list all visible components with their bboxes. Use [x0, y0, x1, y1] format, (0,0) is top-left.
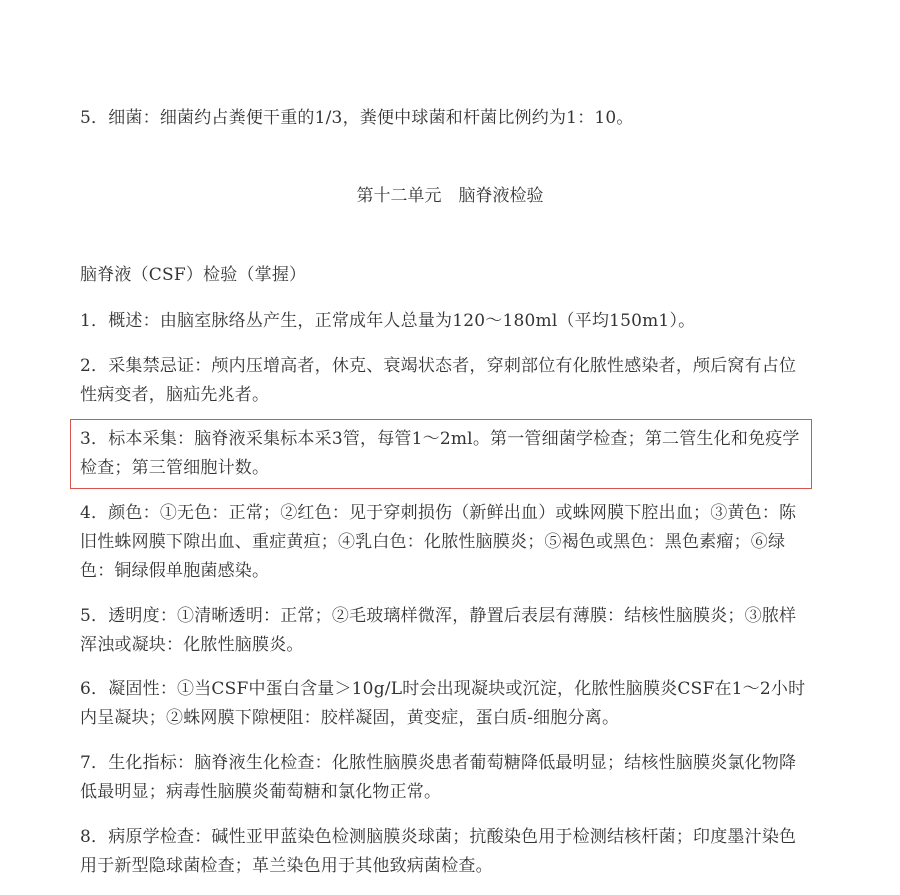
paragraph-overview: 1．概述：由脑室脉络丛产生，正常成年人总量为120～180ml（平均150m1）。: [80, 311, 696, 331]
paragraph-contraindications: 2．采集禁忌证：颅内压增高者，休克、衰竭状态者，穿刺部位有化脓性感染者，颅后窝有占位性病变者，脑疝先兆者。: [80, 356, 797, 405]
paragraph-coagulation: 6．凝固性：①当CSF中蛋白含量＞10g/L时会出现凝块或沉淀，化脓性脑膜炎CSF在1～2小时内呈凝块；②蛛网膜下隙梗阻：胶样凝固，黄变症，蛋白质-细胞分离。: [80, 679, 806, 728]
paragraph-bacteria: 5．细菌：细菌约占粪便干重的1/3，粪便中球菌和杆菌比例约为1：10。: [80, 108, 634, 128]
section-heading: 脑脊液（CSF）检验（掌握）: [80, 265, 307, 285]
paragraph-color: 4．颜色：①无色：正常；②红色：见于穿刺损伤（新鲜出血）或蛛网膜下腔出血；③黄色：陈旧性蛛网膜下隙出血、重症黄疸；④乳白色：化脓性脑膜炎；⑤褐色或黑色：黑色素瘤；⑥绿色：铜绿假单胞菌感染。: [80, 503, 797, 581]
paragraph-specimen-collection: 3．标本采集：脑脊液采集标本采3管，每管1～2ml。第一管细菌学检查；第二管生化和免疫学检查；第三管细胞计数。: [80, 429, 800, 478]
paragraph-etiology: 8．病原学检查：碱性亚甲蓝染色检测脑膜炎球菌；抗酸染色用于检测结核杆菌；印度墨汁染色用于新型隐球菌检查；革兰染色用于其他致病菌检查。: [80, 827, 797, 876]
paragraph-biochemistry: 7．生化指标：脑脊液生化检查：化脓性脑膜炎患者葡萄糖降低最明显；结核性脑膜炎氯化物降低最明显；病毒性脑膜炎葡萄糖和氯化物正常。: [80, 753, 797, 802]
unit-title: 第十二单元 脑脊液检验: [356, 186, 544, 206]
paragraph-transparency: 5．透明度：①清晰透明：正常；②毛玻璃样微浑，静置后表层有薄膜：结核性脑膜炎；③脓样浑浊或凝块：化脓性脑膜炎。: [80, 606, 797, 655]
